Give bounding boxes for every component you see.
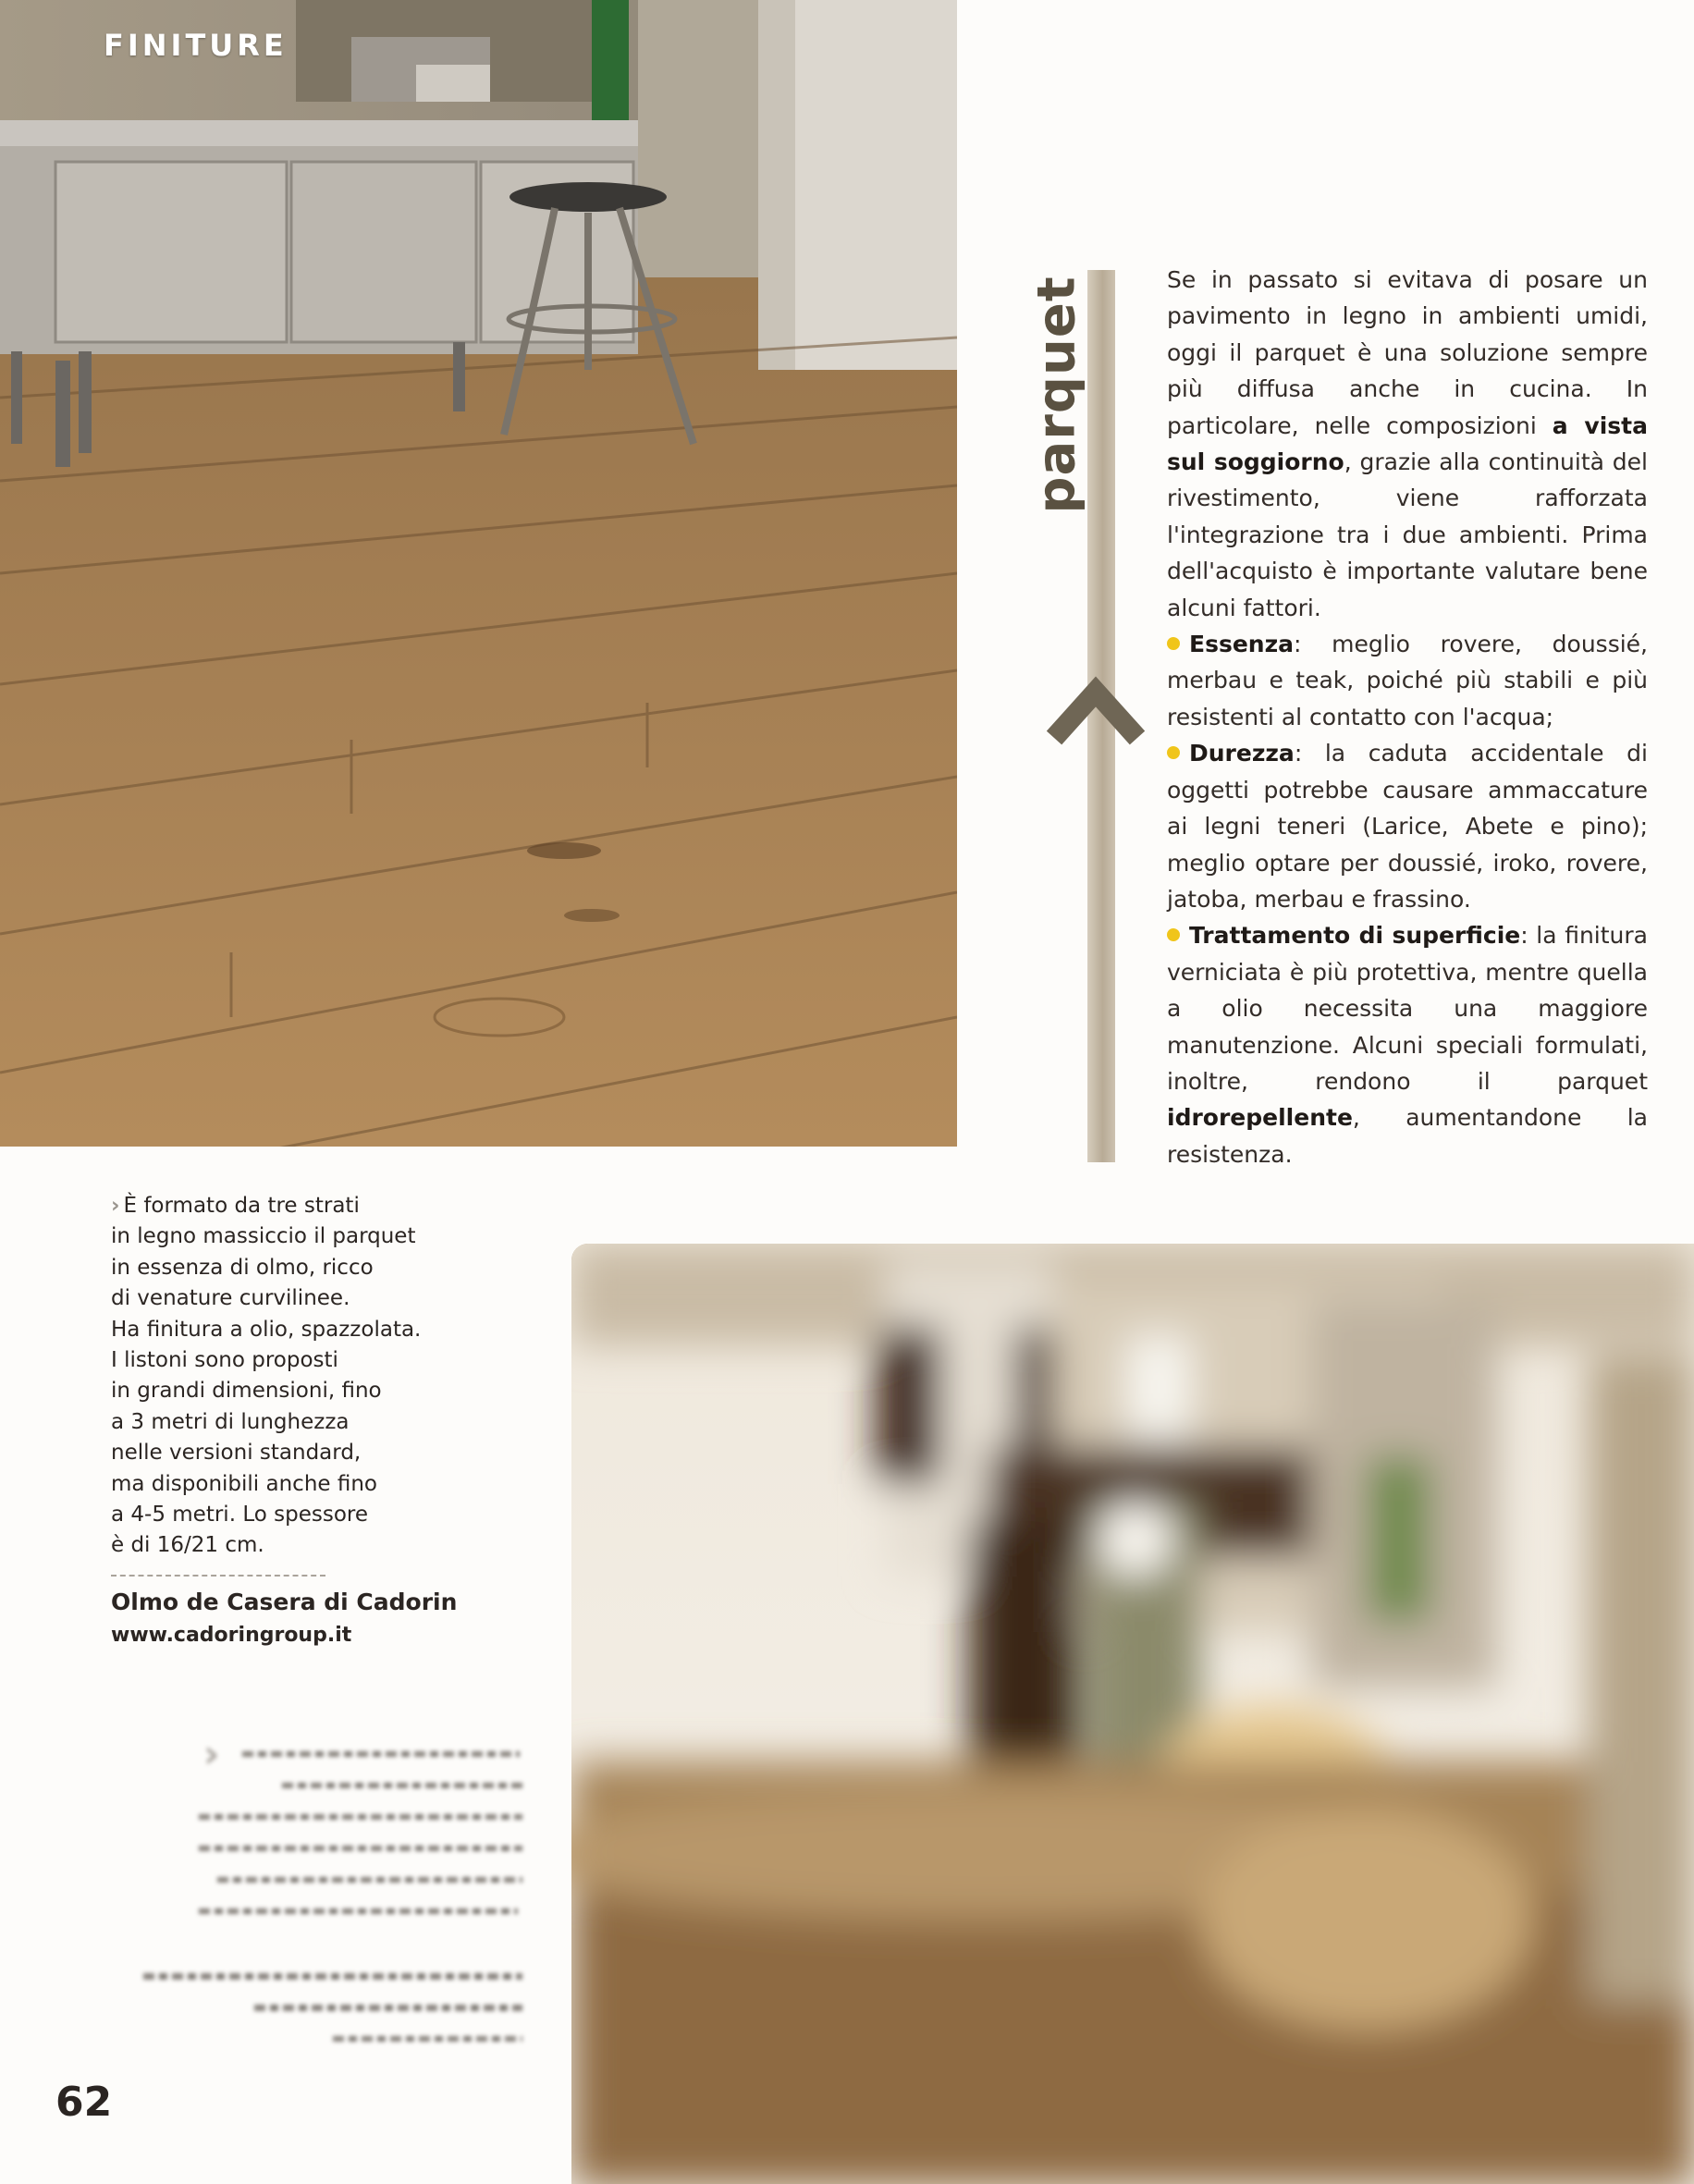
blurred-line	[199, 1908, 518, 1914]
blurred-line	[143, 1973, 522, 1980]
vertical-title	[1026, 270, 1087, 520]
intro-text-end: , grazie alla continuità del rivestimento, viene rafforzata l'integrazione tra i due ambienti. Prima dell'acquisto è importante valutare bene alcuni fattori.	[1167, 448, 1648, 621]
bullet-bold-end: idrorepellente	[1167, 1104, 1353, 1132]
bullet-icon	[1167, 746, 1180, 759]
intro-paragraph	[1167, 262, 1648, 626]
chevron-up-icon	[1045, 673, 1147, 761]
caption-line: in grandi dimensioni, fino	[111, 1379, 382, 1404]
bullet-tail: , aumentandone la resistenza.	[1167, 1104, 1648, 1168]
kitchen-photo	[0, 0, 957, 1147]
caption-line: in legno massiccio il parquet	[111, 1224, 416, 1249]
caption-line: a 4-5 metri. Lo spessore	[111, 1503, 368, 1528]
bullet-icon	[1167, 928, 1180, 941]
blurred-line	[333, 2036, 522, 2042]
article-body	[1167, 262, 1648, 1172]
bullet-term: Durezza	[1189, 740, 1295, 767]
blurred-line	[242, 1751, 520, 1757]
blurred-line	[217, 1877, 522, 1883]
caption-divider	[111, 1575, 325, 1577]
caption-line: è di 16/21 cm.	[111, 1533, 264, 1558]
chevron-right-icon: ›	[203, 1731, 220, 1776]
bullet-term: Essenza	[1189, 631, 1295, 658]
bullet-text: : meglio rovere, doussié, merbau e teak, poiché più stabili e più resistenti al contatto con l'acqua;	[1167, 631, 1648, 730]
bullet-text: : la caduta accidentale di oggetti potrebbe causare ammaccature ai legni teneri (Larice, Abete e pino); meglio optare per doussié, iroko, rovere, jatoba, merbau e frassino.	[1167, 740, 1648, 913]
kitchen-photo-bottom-illustration	[571, 1244, 1694, 2184]
bullet-term: Trattamento di superficie	[1189, 922, 1521, 950]
caption-url[interactable]: www.cadoringroup.it	[111, 1624, 352, 1647]
section-label: FINITURE	[104, 28, 288, 63]
bullet-icon	[1167, 637, 1180, 650]
bullet-item-essenza	[1167, 626, 1648, 735]
caption-line: a 3 metri di lunghezza	[111, 1409, 350, 1434]
blurred-line	[199, 1814, 522, 1820]
blurred-line	[199, 1846, 522, 1851]
caption-line: in essenza di olmo, ricco	[111, 1255, 374, 1280]
intro-bold: a vista sul soggiorno	[1167, 411, 1648, 476]
caption-line: di venature curvilinee.	[111, 1286, 350, 1311]
blurred-line	[282, 1783, 522, 1788]
blurred-line	[254, 2005, 522, 2011]
blurred-caption	[199, 1731, 527, 2055]
caption-line: I listoni sono proposti	[111, 1348, 338, 1373]
vertical-title-text: parquet	[1026, 276, 1087, 514]
kitchen-photo-bottom	[571, 1244, 1694, 2184]
page-number: 62	[55, 2079, 113, 2126]
caption-line: nelle versioni standard,	[111, 1441, 362, 1466]
photo-caption	[111, 1191, 444, 1562]
caption-line	[111, 1191, 444, 1221]
caption-text: È formato da tre strati	[123, 1194, 360, 1218]
caption-line: ma disponibili anche fino	[111, 1471, 377, 1496]
bullet-item-trattamento	[1167, 917, 1648, 1172]
caption-line: Ha finitura a olio, spazzolata.	[111, 1317, 422, 1342]
bullet-text: : la finitura verniciata è più protettiva, mentre quella a olio necessita una maggiore manutenzione. Alcuni speciali formulati, inoltre, rendono il parquet	[1167, 922, 1648, 1095]
intro-text: Se in passato si evitava di posare un pavimento in legno in ambienti umidi, oggi il parquet è una soluzione sempre più diffusa anche in cucina. In particolare, nelle composizioni	[1167, 266, 1648, 439]
bullet-item-durezza	[1167, 735, 1648, 917]
chevron-right-icon: ›	[111, 1194, 120, 1218]
kitchen-photo-illustration	[0, 0, 957, 1147]
caption-credit: Olmo de Casera di Cadorin	[111, 1589, 458, 1615]
